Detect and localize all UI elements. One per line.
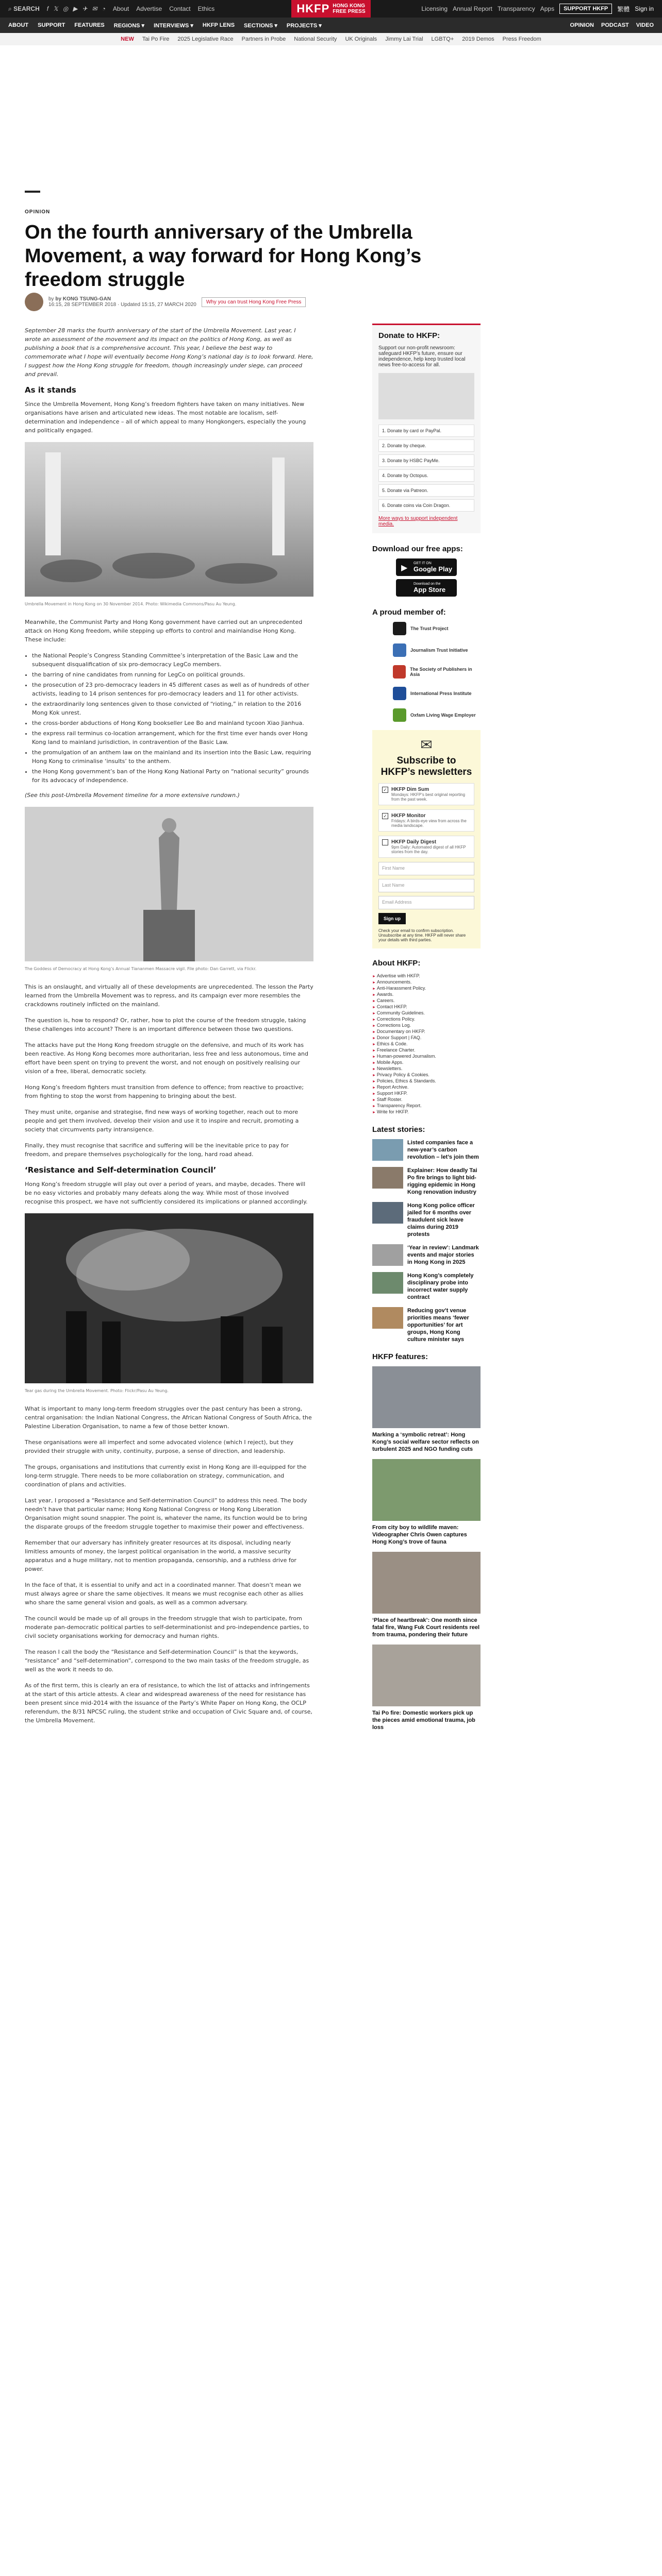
category-label[interactable]: OPINION [25, 209, 51, 215]
photo-illustration [25, 442, 313, 597]
feature-headline[interactable]: From city boy to wildlife maven: Videographer Chris Owen captures Hong Kong’s trove of fauna [372, 1524, 467, 1545]
facebook-icon[interactable]: f [46, 5, 49, 12]
lead-paragraph: September 28 marks the fourth anniversary of the start of the Umbrella Movement. Last year, I wrote an assessment of the movement and its impact on the politics of Hong Kong, as well as publishing a book that is a comprehensive account. This year, I believe the best way to commemorate what I hope will eventually become Hong Kong’s national day is to look forward. Here, I suggest how the Hong Kong struggle for freedom, though increasingly under siege, can proceed and prevail. [25, 327, 313, 378]
nav-item[interactable]: REGIONS ▾ [113, 22, 145, 29]
paragraph: In the face of that, it is essential to unify and act in a coordinated manner. That doesn’t mean we must always agree or share the same objectives. It means we must recognise each other as allies who share the same general vision and goals, as well as a common adversary. [25, 1582, 304, 1606]
top-link[interactable]: Advertise [136, 5, 162, 12]
latest-story[interactable]: Hong Kong’s completely disciplinary probe into incorrect water supply contract [372, 1272, 481, 1301]
paragraph: Remember that our adversary has infinitely greater resources at its disposal, including nearly limitless amounts of money, the largest political organisation in the world, a massive security apparatus and a huge military, not to mention propaganda, censorship, and a ruthless drive for power. [25, 1539, 296, 1572]
top-link[interactable]: Licensing [421, 5, 448, 12]
nav-item[interactable]: HKFP LENS [202, 22, 235, 28]
list-item: • the extraordinarily long sentences given to those convicted of “rioting,” in relation to the 2016 Mong Kok unrest. [32, 700, 313, 717]
email-icon[interactable]: ✉ [92, 5, 97, 12]
latest-story[interactable]: Listed companies face a new-year’s carbon revolution – let’s join them [372, 1139, 481, 1161]
trending-link[interactable]: Tai Po Fire [142, 36, 170, 42]
main-nav [0, 18, 662, 33]
checkbox[interactable]: ✓ [382, 813, 388, 819]
umbrella-photo [25, 442, 313, 597]
telegram-icon[interactable]: ✈ [82, 5, 88, 12]
paragraph: Hong Kong’s freedom struggle will play out over a period of years, and maybe, decades. There will be no easy victories and probably many defeats along the way. While most of those involved recognise this prospect, we have not sufficiently considered its implications or planned accordingly. [25, 1181, 308, 1205]
story-thumb [372, 1307, 403, 1329]
paragraph: Hong Kong’s freedom fighters must transition from defence to offence; from reactive to proactive; from fighting to stop the worst from happening to bringing about the best. [25, 1084, 304, 1099]
donate-option[interactable]: 3. Donate by HSBC PayMe. [378, 454, 474, 467]
feature-image[interactable] [372, 1552, 481, 1614]
about-link[interactable]: ► Anti-Harassment Policy. [372, 985, 481, 991]
donate-option[interactable]: 2. Donate by cheque. [378, 439, 474, 452]
attack-list [25, 651, 313, 785]
app-store-button[interactable]: Download on the App Store [396, 579, 457, 597]
paragraph: The groups, organisations and institutions that currently exist in Hong Kong are ill-equipped for the long-term struggle. There needs to be more collaboration on strategy, communication, and coordination of plans and activities. [25, 1464, 307, 1488]
nav-item[interactable]: PROJECTS ▾ [286, 22, 322, 29]
about-link[interactable]: ► Advertise with HKFP. [372, 973, 481, 979]
nav-item[interactable]: FEATURES [74, 22, 105, 28]
youtube-icon[interactable]: ▶ [73, 5, 78, 12]
paragraph: The reason I call the body the “Resistance and Self-determination Council” is that the keywords, “resistance” and “self-determination”, correspond to the two main tasks of the freedom struggle, as well as the work it needs to do. [25, 1649, 309, 1673]
nav-item[interactable]: OPINION [570, 22, 594, 28]
paragraph: Last year, I proposed a “Resistance and Self-determination Council” to address this need. The body needn’t have that particular name; Hong Kong National Congress or Hong Kong Liberation Organisation might sound snappier. The point is, whatever the name, its function would be to bring the disparate groups of the freedom struggle together to maximise their power and effectiveness. [25, 1497, 307, 1530]
top-link[interactable]: Annual Report [453, 5, 492, 12]
latest-story[interactable]: Hong Kong police officer jailed for 6 months over fraudulent sick leave claims during 2019 protests [372, 1202, 481, 1238]
list-item: • the barring of nine candidates from running for LegCo on political grounds. [32, 670, 313, 679]
newsletter-box [372, 730, 481, 948]
author-avatar [25, 293, 43, 311]
about-link[interactable]: ► Corrections Log. [372, 1022, 481, 1028]
language-toggle[interactable]: 繁體 [617, 5, 630, 13]
site-logo[interactable]: HKFP HONG KONG FREE PRESS [291, 0, 370, 18]
play-icon: ▶ [401, 564, 408, 572]
story-thumb [372, 1167, 403, 1189]
about-link[interactable]: ► Write for HKFP. [372, 1109, 481, 1115]
top-link[interactable]: Contact [169, 5, 191, 12]
latest-title: Latest stories: [372, 1125, 425, 1134]
about-link[interactable]: ► Ethics & Code. [372, 1041, 481, 1047]
latest-story[interactable]: Explainer: How deadly Tai Po fire brings to light bid-rigging epidemic in Hong Kong renovation industry [372, 1167, 481, 1196]
trending-link[interactable]: 2019 Demos [462, 36, 494, 42]
member-sopa[interactable]: The Society of Publishers in Asia [393, 665, 481, 679]
about-link[interactable]: ► Human-powered Journalism. [372, 1053, 481, 1059]
trending-link[interactable]: National Security [294, 36, 337, 42]
jti-logo [393, 643, 406, 657]
latest-story[interactable]: Reducing gov’t venue priorities means ‘fewer opportunities’ for art groups, Hong Kong culture minister says [372, 1307, 481, 1343]
about-link[interactable]: ► Mobile Apps. [372, 1059, 481, 1065]
photo-caption: Tear gas during the Umbrella Movement. Photo: Flickr/Pasu Au Yeung. [25, 1388, 169, 1393]
more-ways-link[interactable]: More ways to support independent media. [378, 516, 458, 527]
top-link[interactable]: About [112, 5, 129, 12]
list-item: • the prosecution of 23 pro-democracy leaders in 45 different cases as well as of hundreds of other activists, leading to 14 prison sentences for pro-democracy leaders and 11 for other activists. [32, 681, 313, 698]
paragraph: (See this post-Umbrella Movement timeline for a more extensive rundown.) [25, 792, 240, 799]
nav-item[interactable]: SUPPORT [38, 22, 65, 28]
new-badge: NEW [121, 36, 134, 42]
donate-option[interactable]: 1. Donate by card or PayPal. [378, 425, 474, 437]
nav-item[interactable]: VIDEO [636, 22, 654, 28]
list-item: • the cross-border abductions of Hong Kong bookseller Lee Bo and mainland tycoon Xiao Jianhua. [32, 719, 313, 727]
about-list [372, 973, 481, 1115]
feature-headline[interactable]: Marking a ‘symbolic retreat’: Hong Kong’s social welfare sector reflects on turbulent 2025 and NGO funding cuts [372, 1432, 479, 1452]
paragraph: This is an onslaught, and virtually all of these developments are unprecedented. The lesson the Party learned from the Umbrella Movement was to repress, and its campaign ever more resembles the crackdowns routinely inflicted on the mainland. [25, 984, 313, 1008]
member-oxfam[interactable]: Oxfam Living Wage Employer [393, 708, 481, 722]
trending-link[interactable]: Jimmy Lai Trial [385, 36, 423, 42]
feature-headline[interactable]: Tai Po fire: Domestic workers pick up the pieces amid emotional trauma, job loss [372, 1710, 475, 1731]
list-item: • the National People’s Congress Standing Committee’s interpretation of the Basic Law and the subsequent disqualification of six pro-democracy LegCo members. [32, 651, 313, 669]
newsletter-note: Check your email to confirm subscription. Unsubscribe at any time. HKFP will never share your details with third parties. [378, 928, 466, 942]
paragraph: As of the first term, this is clearly an era of resistance, to which the list of attacks and infringements at the start of this article attests. A clear and widespread awareness of the need for resistance has been present since mid-2014 with the issuance of the Party’s White Paper on Hong Kong, the OCLP referendum, the 8/31 NPCSC ruling, the student strike and occupation of Civic Square and, of course, the Umbrella Movement. [25, 1682, 312, 1724]
about-link[interactable]: ► Report Archive. [372, 1084, 481, 1090]
paragraph: The attacks have put the Hong Kong freedom struggle on the defensive, and much of its work has been reactive. As Hong Kong becomes more authoritarian, less free and less autonomous, time and effort have been spent on trying to prevent the worst, and not enough on positively realising our vision of a free, liberal, democratic society. [25, 1042, 308, 1075]
top-link[interactable]: Transparency [497, 5, 535, 12]
paragraph: Finally, they must recognise that sacrifice and suffering will be the inevitable price to pay for freedom, and prepare themselves psychologically for the long, hard road ahead. [25, 1142, 289, 1158]
donate-text: Support our non-profit newsroom: safeguard HKFP’s future, ensure our independence, help keep trusted local news free-to-access for all. [378, 345, 466, 368]
donate-option[interactable]: 4. Donate by Octopus. [378, 469, 474, 482]
feature-list [372, 1366, 481, 1731]
nav-item[interactable]: ABOUT [8, 22, 29, 28]
member-ipi[interactable]: International Press Institute [393, 687, 481, 700]
sidebar [372, 324, 481, 1737]
last-name-input[interactable]: Last Name [378, 879, 474, 892]
top-link[interactable]: Ethics [197, 5, 215, 12]
list-item: • the Hong Kong government’s ban of the Hong Kong National Party on “national security” grounds for its advocacy of independence. [32, 767, 313, 785]
about-link[interactable]: ► Freelance Charter. [372, 1047, 481, 1053]
donate-box [372, 324, 481, 533]
email-input[interactable]: Email Address [378, 896, 474, 909]
about-link[interactable]: ► Careers. [372, 997, 481, 1004]
updated-date: Updated 15:15, 27 MARCH 2020 [121, 302, 196, 308]
photo-illustration [25, 1213, 313, 1383]
nav-item[interactable]: PODCAST [601, 22, 629, 28]
article-body [25, 326, 313, 1732]
features-title: HKFP features: [372, 1352, 428, 1361]
about-link[interactable]: ► Newsletters. [372, 1065, 481, 1072]
list-item: • the promulgation of an anthem law on the mainland and its insertion into the Basic Law, requiring Hong Kong to criminalise ‘insults’ to the anthem. [32, 748, 313, 766]
signin-button[interactable]: Sign in [635, 5, 654, 12]
mail-icon: ✉ [420, 737, 433, 753]
newsletter-option[interactable]: HKFP Daily Digest 9pm Daily: Automated digest of all HKFP stories from the day. [378, 836, 474, 858]
trending-link[interactable]: Partners in Probe [241, 36, 286, 42]
about-link[interactable]: ► Awards. [372, 991, 481, 997]
donate-option[interactable]: 5. Donate via Patreon. [378, 484, 474, 497]
article-title: On the fourth anniversary of the Umbrella Movement, a way forward for Hong Kong’s freedom struggle [25, 222, 422, 291]
trending-link[interactable]: Press Freedom [502, 36, 541, 42]
about-link[interactable]: ► Documentary on HKFP. [372, 1028, 481, 1035]
search-button[interactable]: ⌕ SEARCH [8, 5, 40, 12]
teargas-photo [25, 1213, 313, 1383]
about-link[interactable]: ► Staff Roster. [372, 1096, 481, 1103]
story-thumb [372, 1139, 403, 1161]
trending-link[interactable]: LGBTQ+ [431, 36, 454, 42]
checkbox[interactable] [382, 839, 388, 845]
instagram-icon[interactable]: ◎ [62, 5, 69, 12]
top-bar [0, 0, 662, 18]
about-title: About HKFP: [372, 959, 421, 968]
paragraph: The question is, how to respond? Or, rather, how to plot the course of the freedom struggle, taking these challenges into account? There is an important difference between those two questions. [25, 1017, 306, 1032]
support-button[interactable]: SUPPORT HKFP [559, 4, 612, 14]
apps-title: Download our free apps: [372, 545, 463, 553]
paragraph: They must unite, organise and strategise, find new ways of working together, reach out to more people and get them involved, develop their vision and use it to inspire and recruit, promoting a society that circumvents party intransigence. [25, 1109, 299, 1133]
newsletter-title: Subscribe to HKFP’s newsletters [380, 755, 472, 777]
trending-link[interactable]: 2025 Legislative Race [177, 36, 234, 42]
author-name[interactable]: by KONG TSUNG-GAN [55, 296, 111, 302]
feature-image[interactable] [372, 1459, 481, 1521]
member-title: A proud member of: [372, 608, 446, 617]
paragraph: These organisations were all imperfect and some advocated violence (which I reject), but they provided their struggle with unity, continuity, purpose, a sense of direction, and leadership. [25, 1439, 293, 1454]
paragraph: Since the Umbrella Movement, Hong Kong’s freedom fighters have taken on many initiatives. New organisations have arisen and articulated new ideas. The most notable are localism, self-determination and independence – all of which appeal to many Hongkongers, especially the young and politically engaged. [25, 401, 306, 434]
publish-date: 16:15, 28 SEPTEMBER 2018 [48, 302, 117, 308]
trending-bar [0, 33, 662, 45]
paragraph: The council would be made up of all groups in the freedom struggle that wish to participate, from moderate pan-democratic political parties to self-determinationist and pro-independence parties, to civil society organisations working for democracy and human rights. [25, 1615, 309, 1639]
trending-link[interactable]: UK Originals [345, 36, 377, 42]
rss-icon[interactable]: ◔ [102, 5, 106, 12]
newsletter-option[interactable]: ✓ HKFP Monitor Fridays: A birds-eye view from across the media landscape. [378, 809, 474, 832]
about-link[interactable]: ► Privacy Policy & Cookies. [372, 1072, 481, 1078]
about-link[interactable]: ► Policies, Ethics & Standards. [372, 1078, 481, 1084]
member-jti[interactable]: Journalism Trust Initiative [393, 643, 481, 657]
section-heading: As it stands [25, 385, 76, 395]
about-link[interactable]: ► Community Guidelines. [372, 1010, 481, 1016]
donate-option[interactable]: 6. Donate coins via Coin Dragon. [378, 499, 474, 512]
trust-project-logo [393, 622, 406, 635]
ipi-logo [393, 687, 406, 700]
photo-caption: The Goddess of Democracy at Hong Kong’s Annual Tiananmen Massacre vigil. File photo: Dan Garrett, via Flickr. [25, 967, 257, 971]
google-play-button[interactable]: ▶ GET IT ON Google Play [396, 558, 457, 576]
about-link[interactable]: ► Support HKFP. [372, 1090, 481, 1096]
checkbox[interactable]: ✓ [382, 787, 388, 793]
about-link[interactable]: ► Donor Support | FAQ. [372, 1035, 481, 1041]
feature-image[interactable] [372, 1645, 481, 1706]
member-list [372, 622, 481, 722]
sopa-logo [393, 665, 406, 679]
category-rule [25, 191, 40, 193]
paragraph: What is important to many long-term freedom struggles over the past century has been a strong, central organisation: the Indian National Congress, the African National Congress of South Africa, the Palestine Liberation Organisation, to name a few of those better known. [25, 1405, 312, 1430]
donate-title: Donate to HKFP: [378, 331, 440, 340]
donate-image [378, 373, 474, 419]
newsletter-option[interactable]: ✓ HKFP Dim Sum Mondays: HKFP’s best original reporting from the past week. [378, 783, 474, 805]
social-icons [47, 5, 106, 12]
about-link[interactable]: ► Transparency Report. [372, 1103, 481, 1109]
top-link[interactable]: Apps [540, 5, 555, 12]
paragraph: Meanwhile, the Communist Party and Hong Kong government have carried out an unprecedented attack on Hong Kong freedom, while stepping up efforts to control and mainlandise Hong Kong. These include: [25, 619, 303, 643]
byline: by by KONG TSUNG-GAN 16:15, 28 SEPTEMBER 2018 · Updated 15:15, 27 MARCH 2020 Why you can trust Hong Kong Free Press [25, 293, 448, 311]
nav-item[interactable]: SECTIONS ▾ [244, 22, 277, 29]
feature-headline[interactable]: ‘Place of heartbreak’: One month since fatal fire, Wang Fuk Court residents reel from trauma, pondering their future [372, 1617, 480, 1638]
photo-caption: Umbrella Movement in Hong Kong on 30 November 2014. Photo: Wikimedia Commons/Pasu Au Yeung. [25, 602, 237, 606]
member-trust-project[interactable]: The Trust Project [393, 622, 481, 635]
vigil-photo [25, 807, 313, 961]
about-link[interactable]: ► Announcements. [372, 979, 481, 985]
story-thumb [372, 1244, 403, 1266]
trust-pill[interactable]: Why you can trust Hong Kong Free Press [202, 297, 306, 307]
first-name-input[interactable]: First Name [378, 862, 474, 875]
feature-image[interactable] [372, 1366, 481, 1428]
photo-illustration [25, 807, 313, 961]
latest-story[interactable]: ‘Year in review’: Landmark events and major stories in Hong Kong in 2025 [372, 1244, 481, 1266]
list-item: • the express rail terminus co-location arrangement, which for the first time ever hands over Hong Kong land to mainland jurisdiction, in contravention of the Basic Law. [32, 729, 313, 747]
about-link[interactable]: ► Contact HKFP. [372, 1004, 481, 1010]
oxfam-logo [393, 708, 406, 722]
story-thumb [372, 1202, 403, 1224]
nav-item[interactable]: INTERVIEWS ▾ [154, 22, 193, 29]
about-link[interactable]: ► Corrections Policy. [372, 1016, 481, 1022]
signup-button[interactable]: Sign up [378, 913, 406, 924]
story-thumb [372, 1272, 403, 1294]
section-heading: ‘Resistance and Self-determination Council’ [25, 1165, 217, 1175]
x-icon[interactable]: 𝕏 [53, 5, 58, 12]
